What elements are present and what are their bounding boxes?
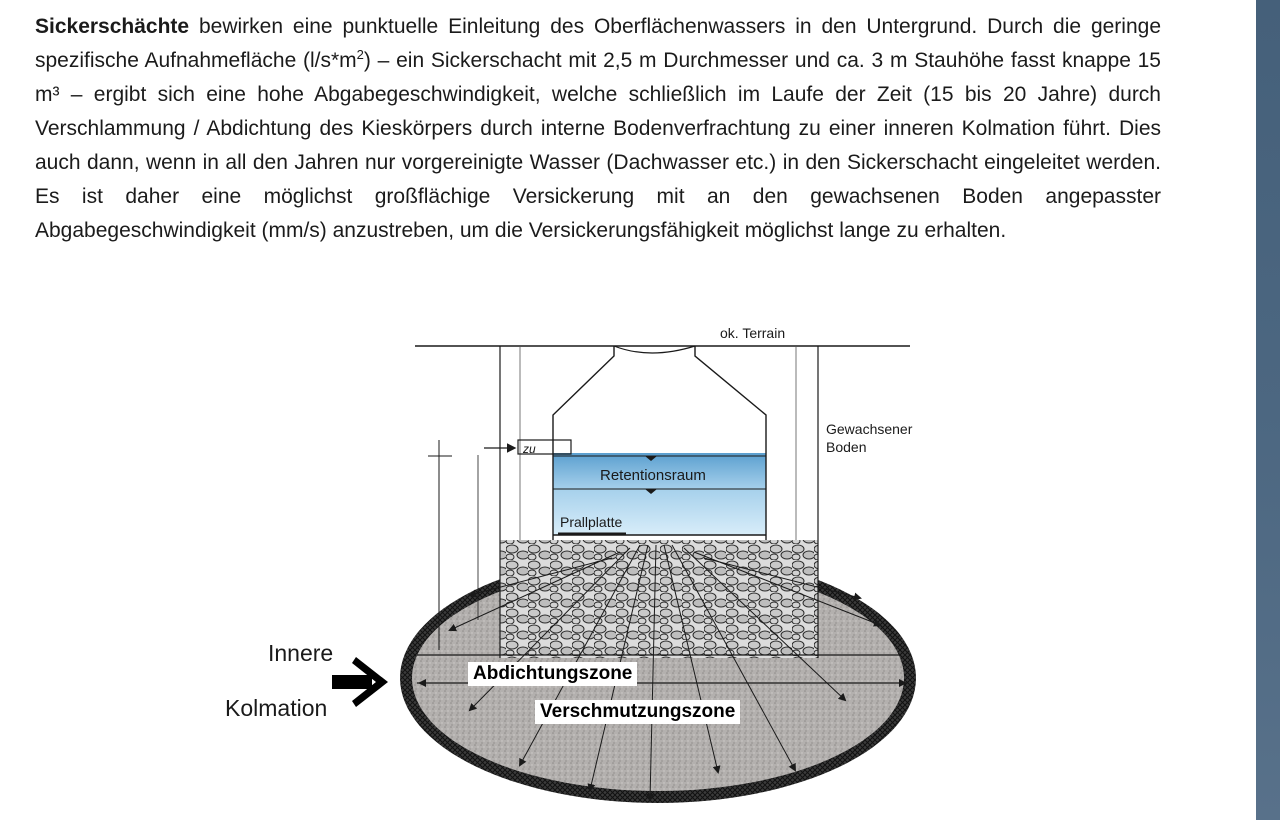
soakaway-drawing bbox=[0, 305, 1250, 820]
colmation-arrow-icon bbox=[332, 653, 392, 713]
soakaway-diagram bbox=[0, 305, 1250, 820]
right-edge-bar bbox=[1256, 0, 1280, 820]
soil-label-line-2: Boden bbox=[826, 439, 867, 455]
paragraph-text-part-1: bewirken eine punktuelle Einleitung des Oberflächenwassers in den Untergrund. Durch die geringe spezifische Aufnahmefläche (l/s*m bbox=[35, 15, 1161, 72]
soil-label-line-1: Gewachsener bbox=[826, 421, 913, 437]
retention-label: Retentionsraum bbox=[600, 467, 706, 484]
colmation-label-line-1: Innere bbox=[268, 640, 334, 666]
term-sickerschaechte: Sickerschächte bbox=[35, 15, 190, 38]
terrain-label: ok. Terrain bbox=[720, 325, 786, 341]
inflow-label: zu bbox=[523, 442, 536, 456]
colmation-label-line-2: Kolmation bbox=[225, 695, 328, 721]
paragraph-text-part-2: ) – ein Sickerschacht mit 2,5 m Durchmesser und ca. 3 m Stauhöhe fasst knappe 15 m³ – ergibt sich eine hohe Abgabegeschwindigkeit, welche schließlich im Laufe der Zeit (15 bis 20 Jahre) durch Verschlammung / Abdichtung des Kieskörpers durch interne Bodenverfrachtung zu einer inneren Kolmation führt. Dies auch dann, wenn in all den Jahren nur vorgereinigte Wasser (Dachwasser etc.) in den Sickerschacht eingeleitet werden. Es ist daher eine möglichst großflächige Versickerung mit an den gewachsenen Boden angepasster Abgabegeschwindigkeit (mm/s) anzustreben, um die Versickerungsfähigkeit möglichst lange zu erhalten. bbox=[35, 49, 1161, 242]
pollution-zone-label: Verschmutzungszone bbox=[535, 700, 740, 724]
superscript: 2 bbox=[356, 47, 364, 62]
sealing-zone-label: Abdichtungszone bbox=[468, 662, 637, 686]
baffle-label: Prallplatte bbox=[560, 514, 623, 530]
body-paragraph bbox=[35, 10, 1161, 248]
gravel-bed bbox=[500, 540, 818, 658]
